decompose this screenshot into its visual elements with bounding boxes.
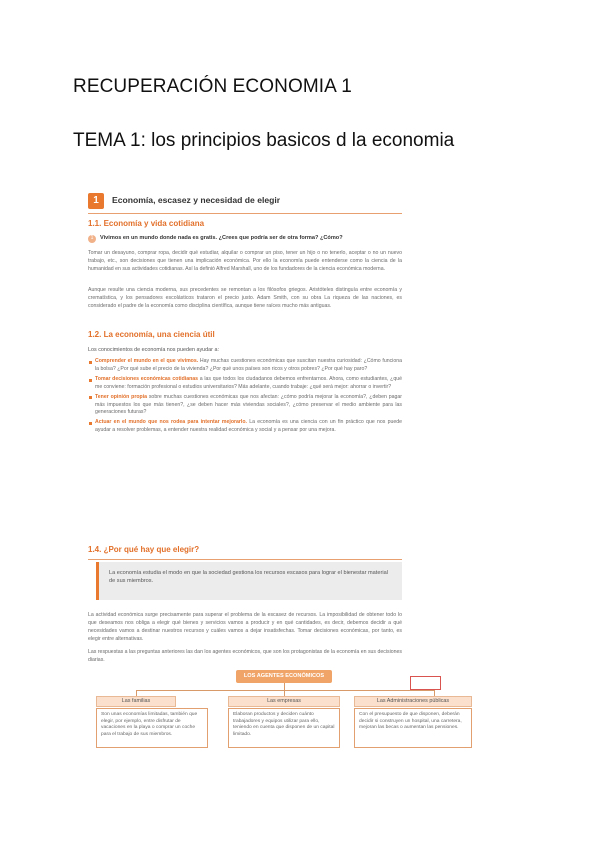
- subsection-intro: Los conocimientos de economía nos pueden ayudar a:: [88, 347, 219, 353]
- list-item: Actuar en el mundo que nos rodea para intentar mejorarlo. La economía es una ciencia con un fin práctico que nos puede ayudar a resolver problemas, a entender nuestra realidad económica y social y a pensar por una mejora.: [88, 419, 402, 435]
- benefits-list: [88, 358, 402, 437]
- agent-label-familias: Las familias: [96, 696, 176, 707]
- paragraph-1-1-a: Tomar un desayuno, comprar ropa, decidir qué estudiar, alquilar o comprar un piso, tener un hijo o no tenerlo, aceptar o no un nuevo trabajo, etc., son decisiones que tienen una implicación económica. Por ello la economía puede entenderse como la ciencia de la humanidad en sus actividades cotidianas. Así la definió Alfred Marshall, uno de los fundadores de la ciencia económica moderna.: [88, 250, 402, 272]
- agent-description-familias: Son unas economías limitadas, también que elegir, por ejemplo, entre disfrutar de vacaciones en la playa o comprar un coche para el trabajo de sus miembros.: [96, 708, 208, 748]
- agent-description-administraciones: Con el presupuesto de que disponen, deberán decidir si construyen un hospital, una carretera, mejoran las becas o aumentan las pensiones.: [354, 708, 472, 748]
- definition-box: La economía estudia el modo en que la sociedad gestiona los recursos escasos para lograr el bienestar material de sus miembros.: [96, 562, 402, 600]
- subsection-divider: [88, 559, 402, 560]
- agent-label-empresas: Las empresas: [228, 696, 340, 707]
- list-item: Tener opinión propia sobre muchas cuestiones económicas que nos afectan: ¿cómo podría mejorar la economía?, ¿deben pagar más impuestos los que más tienen?, ¿se deben hacer más viviendas sociales?, ¿cómo preservar el medio ambiente para las generaciones futuras?: [88, 394, 402, 418]
- question-number-badge: 1: [88, 235, 96, 243]
- paragraph-1-1-b: Aunque resulte una ciencia moderna, sus precedentes se remontan a los filósofos griegos. Aristóteles distinguía entre economía y crematística, y los pensadores escolásticos trataron el precio justo. Adam Smith, con su obra La riqueza de las naciones, es considerado el padre de la economía como disciplina científica, aunque tiene raíces mucho más antiguas.: [88, 287, 402, 309]
- diagram-connector: [284, 683, 285, 690]
- document-title: RECUPERACIÓN ECONOMIA 1: [73, 76, 352, 97]
- list-item: Comprender el mundo en el que vivimos. Hay muchas cuestiones económicas que suscitan nuestra curiosidad: ¿Cómo funciona la bolsa? ¿Por qué sube el precio de la vivienda? ¿Por qué unos países son ricos y otros pobres? ¿Por qué hay paro?: [88, 358, 402, 374]
- list-item: Tomar decisiones económicas cotidianas a las que todos los ciudadanos debemos enfrentarnos. Ahora, como estudiantes, ¿qué me conviene: formación profesional o estudios universitarios? Más adelante, cuando trabaje: ¿qué será mejor: ahorrar o invertir?: [88, 376, 402, 392]
- section-divider: [88, 213, 402, 214]
- agent-description-empresas: Elaboran productos y deciden cuánto trabajadores y equipos utilizar para ello, teniendo en cuenta que disponen de un capital limitado.: [228, 708, 340, 748]
- diagram-connector: [136, 690, 435, 691]
- section-header: [88, 192, 280, 210]
- paragraph-1-4-b: Las respuestas a las preguntas anteriores las dan los agentes económicos, que son los protagonistas de la economía en sus decisiones diarias.: [88, 649, 402, 663]
- document-subtitle: TEMA 1: los principios basicos d la economia: [73, 130, 455, 151]
- section-number-badge: 1: [88, 193, 104, 209]
- question-line: [88, 235, 343, 243]
- subsection-title-1-4: 1.4. ¿Por qué hay que elegir?: [88, 545, 200, 554]
- annotation-rectangle: [410, 676, 441, 690]
- question-text: Vivimos en un mundo donde nada es gratis. ¿Crees que podría ser de otra forma? ¿Cómo?: [100, 235, 343, 242]
- textbook-page-scan: [88, 192, 462, 762]
- paragraph-1-4-a: La actividad económica surge precisamente para superar el problema de la escasez de recursos. La imposibilidad de obtener todo lo que deseamos nos obliga a elegir qué bienes y servicios vamos a producir y en qué cantidades, es decir, debemos decidir a qué necesidades vamos a destinar nuestros recursos y cuáles vamos a dejar insatisfechas. Tomar decisiones económicas, por tanto, es elegir entre alternativas.: [88, 612, 402, 642]
- subsection-title-1-2: 1.2. La economía, una ciencia útil: [88, 330, 215, 339]
- subsection-title-1-1: 1.1. Economía y vida cotidiana: [88, 219, 205, 228]
- section-title: Economía, escasez y necesidad de elegir: [112, 195, 281, 206]
- agent-label-administraciones: Las Administraciones públicas: [354, 696, 472, 707]
- economic-agents-diagram-root: LOS AGENTES ECONÓMICOS: [236, 670, 332, 683]
